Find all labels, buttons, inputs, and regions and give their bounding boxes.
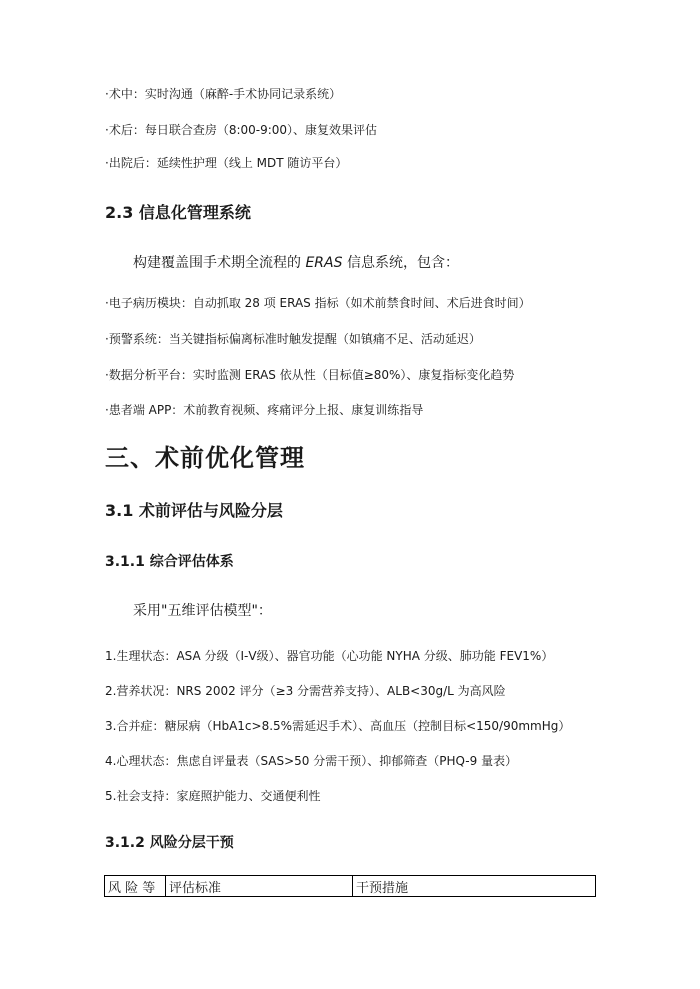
bullet-postop: ·术后：每日联合查房（8:00-9:00）、康复效果评估 [105,123,378,137]
list-item-emr: ·电子病历模块：自动抓取 28 项 ERAS 指标（如术前禁食时间、术后进食时间） [105,296,531,310]
table-header-intervention: 干预措施 [353,876,596,897]
list-item-comorbidity: 3.合并症：糖尿病（HbA1c>8.5%需延迟手术）、高血压（控制目标<150/90mmHg） [105,719,571,733]
list-item-nutrition: 2.营养状况：NRS 2002 评分（≥3 分需营养支持）、ALB<30g/L 为高风险 [105,684,506,698]
chapter-heading-3: 三、术前优化管理 [105,444,305,472]
bullet-intraop: ·术中：实时沟通（麻醉-手术协同记录系统） [105,87,342,101]
intro-text-before: 构建覆盖围手术期全流程的 [133,255,306,271]
list-item-physiological: 1.生理状态：ASA 分级（Ⅰ-Ⅴ级）、器官功能（心功能 NYHA 分级、肺功能 FEV1%） [105,649,554,663]
section-heading-3-1-2: 3.1.2 风险分层干预 [105,835,234,851]
section-heading-3-1-1: 3.1.1 综合评估体系 [105,554,234,570]
list-item-warning: ·预警系统：当关键指标偏离标准时触发提醒（如镇痛不足、活动延迟） [105,332,481,346]
risk-stratification-table [104,875,596,897]
list-item-analytics: ·数据分析平台：实时监测 ERAS 依从性（目标值≥80%）、康复指标变化趋势 [105,368,515,382]
intro-eras-term: ERAS [305,255,343,271]
intro-text-after: 信息系统，包含： [342,255,459,271]
section-heading-2-3: 2.3 信息化管理系统 [105,203,251,222]
list-item-patient-app: ·患者端 APP：术前教育视频、疼痛评分上报、康复训练指导 [105,403,424,417]
table-header-row [105,876,596,897]
section-2-3-intro [133,254,459,272]
section-3-1-1-intro: 采用"五维评估模型"： [133,603,272,619]
list-item-psychological: 4.心理状态：焦虑自评量表（SAS>50 分需干预）、抑郁筛查（PHQ-9 量表） [105,754,518,768]
section-heading-3-1: 3.1 术前评估与风险分层 [105,501,283,520]
bullet-discharge: ·出院后：延续性护理（线上 MDT 随访平台） [105,156,348,170]
list-item-social-support: 5.社会支持：家庭照护能力、交通便利性 [105,789,321,803]
table-header-criteria: 评估标准 [166,876,353,897]
table-header-risk-level: 风 险 等 [105,876,166,897]
